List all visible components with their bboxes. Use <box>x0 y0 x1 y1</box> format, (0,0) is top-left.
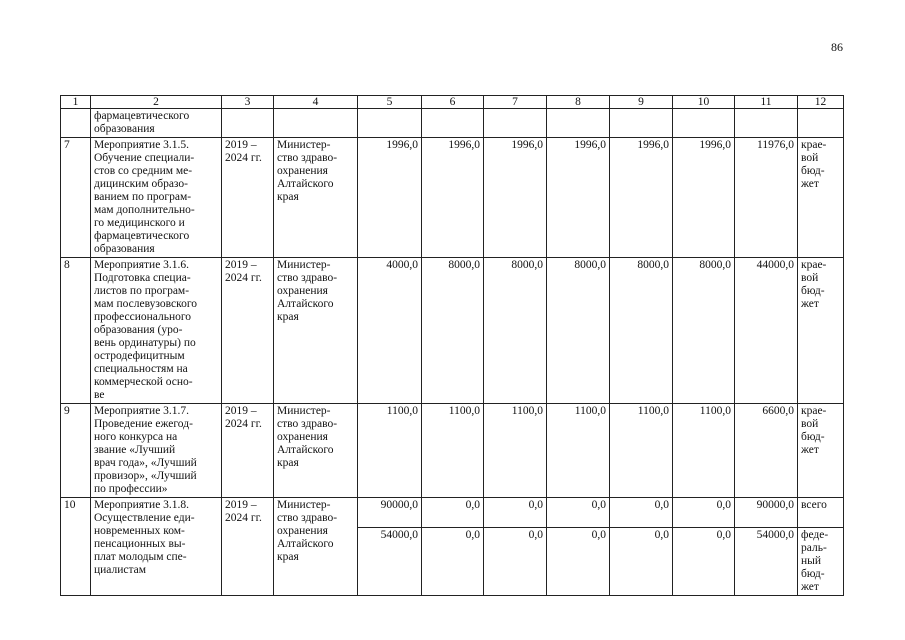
value-cell: 0,0 <box>547 498 610 528</box>
value-cell: 1996,0 <box>358 138 422 258</box>
funding-source: крае- вой бюд- жет <box>798 138 844 258</box>
value-cell: 8000,0 <box>422 258 484 404</box>
funding-source: крае- вой бюд- жет <box>798 258 844 404</box>
row-number: 9 <box>61 404 91 498</box>
value-cell: 1996,0 <box>673 138 735 258</box>
header-cell: 8 <box>547 96 610 109</box>
total-cell: 54000,0 <box>735 528 798 596</box>
header-cell: 6 <box>422 96 484 109</box>
funding-source: крае- вой бюд- жет <box>798 404 844 498</box>
executor-cell: Министер- ство здраво- охранения Алтайского края <box>274 498 358 596</box>
total-cell: 90000,0 <box>735 498 798 528</box>
page-number: 86 <box>831 40 843 54</box>
period-cell: 2019 – 2024 гг. <box>222 498 274 596</box>
value-cell: 90000,0 <box>358 498 422 528</box>
total-cell: 6600,0 <box>735 404 798 498</box>
header-cell: 1 <box>61 96 91 109</box>
activity-description: Мероприятие 3.1.7. Проведение ежегод- ного конкурса на звание «Лучший врач года», «Лучший провизор», «Лучший по профессии» <box>91 404 222 498</box>
header-cell: 12 <box>798 96 844 109</box>
value-cell: 1100,0 <box>547 404 610 498</box>
value-cell: 8000,0 <box>547 258 610 404</box>
continuation-text: фармацевтического образования <box>91 109 222 138</box>
value-cell: 54000,0 <box>358 528 422 596</box>
header-cell: 3 <box>222 96 274 109</box>
header-cell: 4 <box>274 96 358 109</box>
value-cell: 1100,0 <box>358 404 422 498</box>
value-cell: 0,0 <box>422 528 484 596</box>
header-cell: 5 <box>358 96 422 109</box>
value-cell: 1100,0 <box>484 404 547 498</box>
value-cell: 8000,0 <box>484 258 547 404</box>
value-cell: 0,0 <box>547 528 610 596</box>
header-cell: 7 <box>484 96 547 109</box>
funding-source: феде- раль- ный бюд- жет <box>798 528 844 596</box>
value-cell: 0,0 <box>422 498 484 528</box>
activity-description: Мероприятие 3.1.6. Подготовка специа- листов по програм- мам послевузовского профессионального образования (уро- вень ординатуры) по остродефицитным специальностям на коммерческой осно- ве <box>91 258 222 404</box>
continuation-row <box>61 109 844 138</box>
executor-cell: Министер- ство здраво- охранения Алтайского края <box>274 258 358 404</box>
table-row <box>61 498 844 528</box>
header-cell: 9 <box>610 96 673 109</box>
value-cell: 8000,0 <box>673 258 735 404</box>
header-cell: 2 <box>91 96 222 109</box>
row-number: 7 <box>61 138 91 258</box>
value-cell: 4000,0 <box>358 258 422 404</box>
value-cell: 1996,0 <box>484 138 547 258</box>
value-cell: 0,0 <box>673 528 735 596</box>
row-number: 8 <box>61 258 91 404</box>
header-row <box>61 96 844 109</box>
total-cell: 11976,0 <box>735 138 798 258</box>
program-table <box>60 95 844 596</box>
value-cell: 1100,0 <box>610 404 673 498</box>
table-row <box>61 404 844 498</box>
header-cell: 10 <box>673 96 735 109</box>
value-cell: 0,0 <box>610 498 673 528</box>
value-cell: 8000,0 <box>610 258 673 404</box>
activity-description: Мероприятие 3.1.8. Осуществление еди- новременных ком- пенсационных вы- плат молодым спе- циалистам <box>91 498 222 596</box>
value-cell: 0,0 <box>484 528 547 596</box>
funding-source: всего <box>798 498 844 528</box>
executor-cell: Министер- ство здраво- охранения Алтайского края <box>274 138 358 258</box>
value-cell: 1100,0 <box>673 404 735 498</box>
executor-cell: Министер- ство здраво- охранения Алтайского края <box>274 404 358 498</box>
value-cell: 0,0 <box>610 528 673 596</box>
activity-description: Мероприятие 3.1.5. Обучение специали- стов со средним ме- дицинским образо- ванием по програм- мам дополнительно- го медицинского и фармацевтического образования <box>91 138 222 258</box>
value-cell: 0,0 <box>484 498 547 528</box>
header-cell: 11 <box>735 96 798 109</box>
total-cell: 44000,0 <box>735 258 798 404</box>
table-row <box>61 258 844 404</box>
table-row <box>61 138 844 258</box>
row-number: 10 <box>61 498 91 596</box>
period-cell: 2019 – 2024 гг. <box>222 138 274 258</box>
value-cell: 0,0 <box>673 498 735 528</box>
period-cell: 2019 – 2024 гг. <box>222 258 274 404</box>
period-cell: 2019 – 2024 гг. <box>222 404 274 498</box>
value-cell: 1996,0 <box>547 138 610 258</box>
value-cell: 1996,0 <box>610 138 673 258</box>
value-cell: 1100,0 <box>422 404 484 498</box>
value-cell: 1996,0 <box>422 138 484 258</box>
